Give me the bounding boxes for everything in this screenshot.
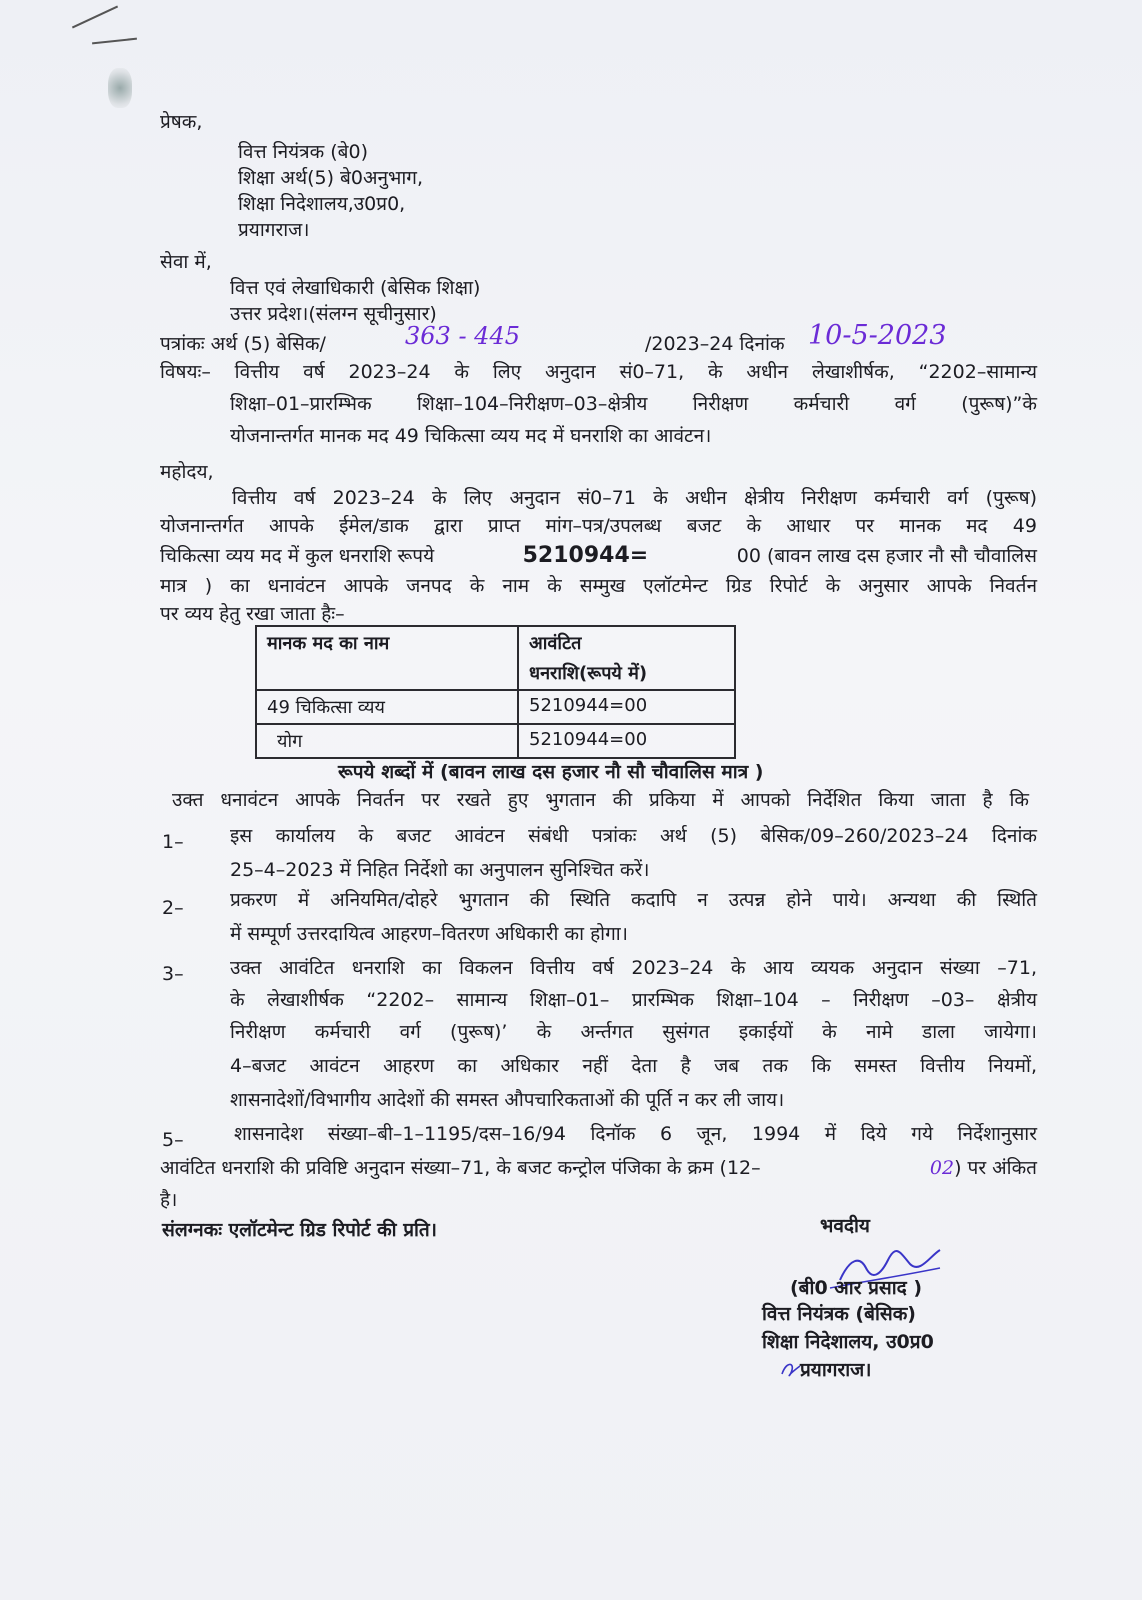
sender-line: शिक्षा निदेशालय,उ0प्र0, xyxy=(238,193,406,215)
body-text: चिकित्सा व्यय मद में कुल धनराशि रूपये xyxy=(160,545,435,567)
total-amount: 5210944= xyxy=(522,543,649,568)
reference-prefix: पत्रांकः अर्थ (5) बेसिक/ xyxy=(160,333,326,355)
table-cell: 5210944=00 xyxy=(518,690,735,724)
ink-smudge xyxy=(108,68,132,108)
point-line: 4–बजट आवंटन आहरण का अधिकार नहीं देता है जब तक कि समस्त वित्तीय नियमों, xyxy=(230,1055,1037,1077)
valediction: भवदीय xyxy=(820,1215,870,1237)
body-line: योजनान्तर्गत आपके ईमेल/डाक द्वारा प्राप्त मांग–पत्र/उपलब्ध बजट के आधार पर मानक मद 49 xyxy=(160,515,1037,537)
header-text: आवंटित xyxy=(529,633,582,654)
point-line: है। xyxy=(160,1189,178,1211)
signatory-name: (बी0 आर प्रसाद ) xyxy=(790,1277,923,1299)
point-number: 5– xyxy=(162,1129,184,1151)
body-line: पर व्यय हेतु रखा जाता हैः– xyxy=(160,603,345,625)
point-text: ) पर अंकित xyxy=(954,1157,1037,1179)
signatory-city: प्रयागराज। xyxy=(800,1359,872,1381)
sender-line: शिक्षा अर्थ(5) बे0अनुभाग, xyxy=(238,167,424,189)
point-number: 1– xyxy=(162,831,184,853)
point-line: 25–4–2023 में निहित निर्देशो का अनुपालन सुनिश्चित करें। xyxy=(230,859,650,881)
body-text: 00 (बावन लाख दस हजार नौ सौ चौवालिस xyxy=(736,545,1037,567)
point-text-tail xyxy=(761,1156,1037,1180)
margin-mark xyxy=(92,38,137,45)
amount-in-words: रूपये शब्दों में (बावन लाख दस हजार नौ सौ चौवालिस मात्र ) xyxy=(338,761,764,783)
point-line xyxy=(160,1156,1037,1180)
recipient-line: वित्त एवं लेखाधिकारी (बेसिक शिक्षा) xyxy=(230,277,481,299)
table-header-cell xyxy=(518,626,735,690)
table-header-cell: मानक मद का नाम xyxy=(256,626,518,690)
sender-line: वित्त नियंत्रक (बे0) xyxy=(238,141,369,163)
point-line: प्रकरण में अनियमित/दोहरे भुगतान की स्थिति कदापि न उत्पन्न होने पाये। अन्यथा की स्थिति xyxy=(230,889,1037,911)
table-cell: 5210944=00 xyxy=(518,724,735,758)
salutation: महोदय, xyxy=(160,461,214,483)
signatory-office: शिक्षा निदेशालय, उ0प्र0 xyxy=(762,1331,934,1353)
body-line-amount xyxy=(160,544,1037,568)
point-line: के लेखाशीर्षक “2202– सामान्य शिक्षा–01– प्रारम्भिक शिक्षा–104 – निरीक्षण –03– क्षेत्रीय xyxy=(230,989,1037,1011)
allocation-table xyxy=(255,625,736,759)
enclosure-note: संलग्नकः एलॉटमेन्ट ग्रिड रिपोर्ट की प्रति। xyxy=(162,1219,437,1241)
reference-handwritten-number: 363 - 445 xyxy=(405,322,520,350)
margin-mark xyxy=(72,6,118,29)
point-line: उक्त आवंटित धनराशि का विकलन वित्तीय वर्ष 2023–24 के आय व्ययक अनुदान संख्या –71, xyxy=(230,957,1037,979)
point-text: आवंटित धनराशि की प्रविष्टि अनुदान संख्या–71, के बजट कन्ट्रोल पंजिका के क्रम (12– xyxy=(160,1157,761,1179)
table-cell: योग xyxy=(256,724,518,758)
point-line: निरीक्षण कर्मचारी वर्ग (पुरूष)’ के अर्न्तगत सुसंगत इकाईयों के नामे डाला जायेगा। xyxy=(230,1021,1037,1043)
recipient-line: उत्तर प्रदेश।(संलग्न सूचीनुसार) xyxy=(230,303,437,325)
table-cell: 49 चिकित्सा व्यय xyxy=(256,690,518,724)
sender-line: प्रयागराज। xyxy=(238,219,310,241)
recipient-label: सेवा में, xyxy=(160,251,212,273)
point-number: 2– xyxy=(162,897,184,919)
point-number: 3– xyxy=(162,963,184,985)
header-text: धनराशि(रूपये में) xyxy=(529,663,648,684)
subject-line: योजनान्तर्गत मानक मद 49 चिकित्सा व्यय मद में घनराशि का आवंटन। xyxy=(230,425,712,447)
handwritten-serial: 02 xyxy=(929,1157,955,1179)
table-row xyxy=(256,690,735,724)
point-line: शासनादेश संख्या–बी–1–1195/दस–16/94 दिनॉक 6 जून, 1994 में दिये गये निर्देशानुसार xyxy=(234,1123,1037,1145)
initial-mark xyxy=(778,1356,806,1384)
table-row xyxy=(256,724,735,758)
body-line: मात्र ) का धनावंटन आपके जनपद के नाम के सम्मुख एलॉटमेन्ट ग्रिड रिपोर्ट के अनुसार आपके निवर्तन xyxy=(160,575,1037,597)
body-line: वित्तीय वर्ष 2023–24 के लिए अनुदान सं0–71 के अधीन क्षेत्रीय निरीक्षण कर्मचारी वर्ग (पुरूष) xyxy=(232,487,1037,509)
point-line: शासनादेशों/विभागीय आदेशों की समस्त औपचारिकताओं की पूर्ति न कर ली जाय। xyxy=(230,1089,785,1111)
sender-label: प्रेषक, xyxy=(160,111,203,133)
signatory-designation: वित्त नियंत्रक (बेसिक) xyxy=(762,1303,916,1325)
reference-handwritten-date: 10-5-2023 xyxy=(808,320,947,351)
point-line: इस कार्यालय के बजट आवंटन संबंधी पत्रांकः अर्थ (5) बेसिक/09–260/2023–24 दिनांक xyxy=(230,825,1037,847)
reference-year: /2023–24 दिनांक xyxy=(645,333,785,355)
table-header-row xyxy=(256,626,735,690)
subject-line: विषयः– वित्तीय वर्ष 2023–24 के लिए अनुदान सं0–71, के अधीन लेखाशीर्षक, “2202–सामान्य xyxy=(160,361,1037,383)
instruction-intro: उक्त धनावंटन आपके निवर्तन पर रखते हुए भुगतान की प्रकिया में आपको निर्देशित किया जाता है कि xyxy=(172,789,1029,811)
point-line: में सम्पूर्ण उत्तरदायित्व आहरण–वितरण अधिकारी का होगा। xyxy=(230,923,628,945)
subject-line: शिक्षा–01–प्रारम्भिक शिक्षा–104–निरीक्षण–03–क्षेत्रीय निरीक्षण कर्मचारी वर्ग (पुरूष)”के xyxy=(230,393,1037,415)
